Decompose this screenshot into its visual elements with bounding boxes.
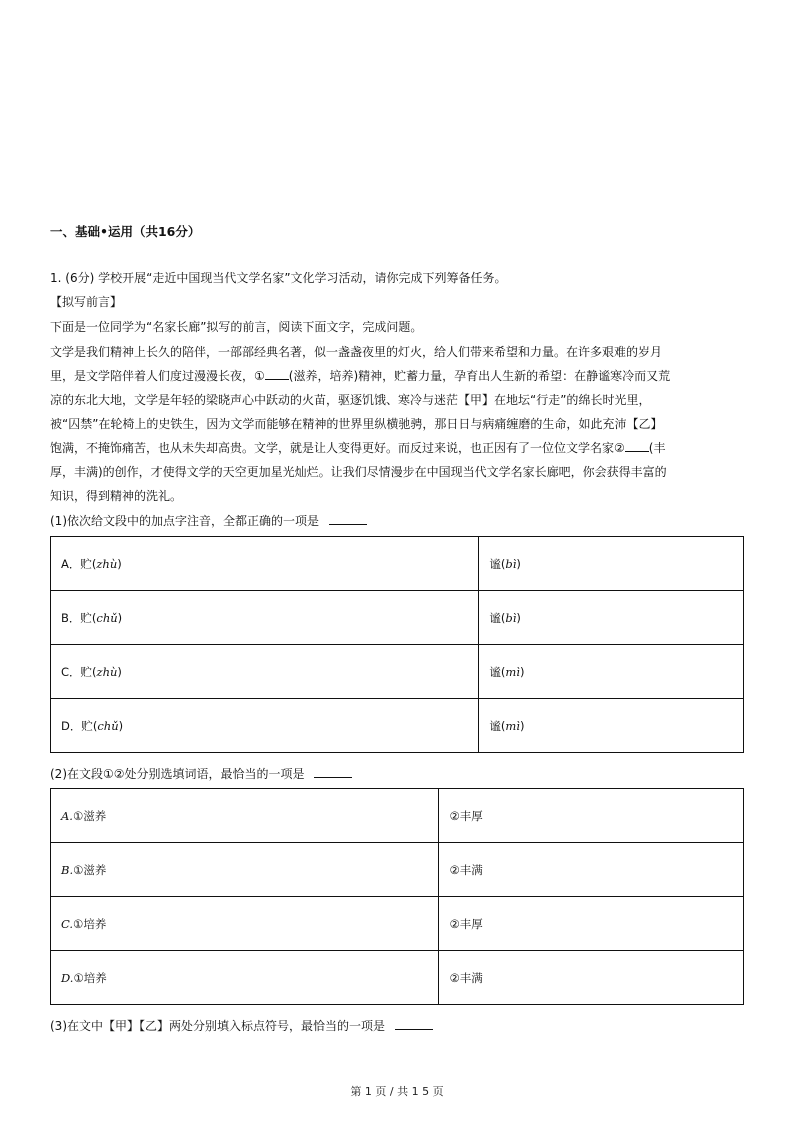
option-row[interactable] [51,645,744,699]
option-row[interactable] [51,843,744,897]
option-right-cell: ②丰厚 [439,789,744,843]
question-number: 1. [50,271,62,285]
page-footer: 第 1 页 / 共 1 5 页 [350,1085,444,1098]
answer-blank-1[interactable] [329,512,367,525]
answer-blank-3[interactable] [395,1017,433,1030]
option-row[interactable] [51,591,744,645]
question-text: 学校开展“走近中国现当代文学名家”文化学习活动，请你完成下列筹备任务。 [98,271,507,285]
option-right-cell: 谧(mì) [479,699,744,753]
passage-line-3: 凉的东北大地，文学是年轻的梁晓声心中跃动的火苗，驱逐饥饿、寒冷与迷茫【甲】在地坛“行走”的绵长时光里， [50,393,651,407]
passage-line-4: 被“囚禁”在轮椅上的史铁生，因为文学而能够在精神的世界里纵横驰骋，那日日与病痛缠磨的生命，如此充沛【乙】 [50,417,663,431]
option-right-cell: 谧(bì) [479,591,744,645]
passage-line-5: 饱满，不掩饰痛苦，也从未失却高贵。文学，就是让人变得更好。而反过来说，也正因有了一位位文学名家② (丰 [50,441,666,455]
option-row[interactable] [51,951,744,1005]
option-row[interactable] [51,789,744,843]
passage-line-7: 知识，得到精神的洗礼。 [50,489,183,503]
option-right-cell: ②丰满 [439,843,744,897]
option-left-cell: A.①滋养 [51,789,439,843]
option-right-cell: ②丰厚 [439,897,744,951]
passage-line-2: 里，是文学陪伴着人们度过漫漫长夜，① (滋养，培养)精神，贮蓄力量，孕育出人生新的希望：在静谧寒冷而又荒 [50,369,671,383]
answer-blank-2[interactable] [314,765,352,778]
section-title: 一、基础•运用（共16分） [50,224,201,239]
option-left-cell: B.①滋养 [51,843,439,897]
passage-line-6: 厚，丰满)的创作，才使得文学的天空更加星光灿烂。让我们尽情漫步在中国现当代文学名家长廊吧，你会获得丰富的 [50,465,667,479]
option-left-cell: C.①培养 [51,897,439,951]
sub-heading: 【拟写前言】 [50,295,123,309]
option-left-cell: D．贮(chǔ) [51,699,479,753]
option-right-cell: 谧(bì) [479,537,744,591]
fill-blank-1[interactable] [265,367,289,380]
option-left-cell: B．贮(chǔ) [51,591,479,645]
option-row[interactable] [51,897,744,951]
sub1-options-table [50,536,744,753]
intro-text: 下面是一位同学为“名家长廊”拟写的前言，阅读下面文字，完成问题。 [50,320,423,334]
option-right-cell: ②丰满 [439,951,744,1005]
option-row[interactable] [51,537,744,591]
option-right-cell: 谧(mì) [479,645,744,699]
question-stem [50,269,507,286]
option-left-cell: D.①培养 [51,951,439,1005]
option-row[interactable] [51,699,744,753]
fill-blank-2[interactable] [625,439,649,452]
passage-line-1: 文学是我们精神上长久的陪伴，一部部经典名著，似一盏盏夜里的灯火，给人们带来希望和力量。在许多艰难的岁月 [50,345,663,359]
option-left-cell: C．贮(zhù) [51,645,479,699]
sub-question-2-prompt: (2)在文段①②处分别选填词语，最恰当的一项是 [50,765,352,782]
sub2-options-table [50,788,744,1005]
question-points: (6分) [65,271,95,285]
sub-question-1-prompt: (1)依次给文段中的加点字注音，全都正确的一项是 [50,512,367,529]
option-left-cell: A．贮(zhù) [51,537,479,591]
sub-question-3-prompt: (3)在文中【甲】【乙】两处分别填入标点符号，最恰当的一项是 [50,1017,433,1034]
